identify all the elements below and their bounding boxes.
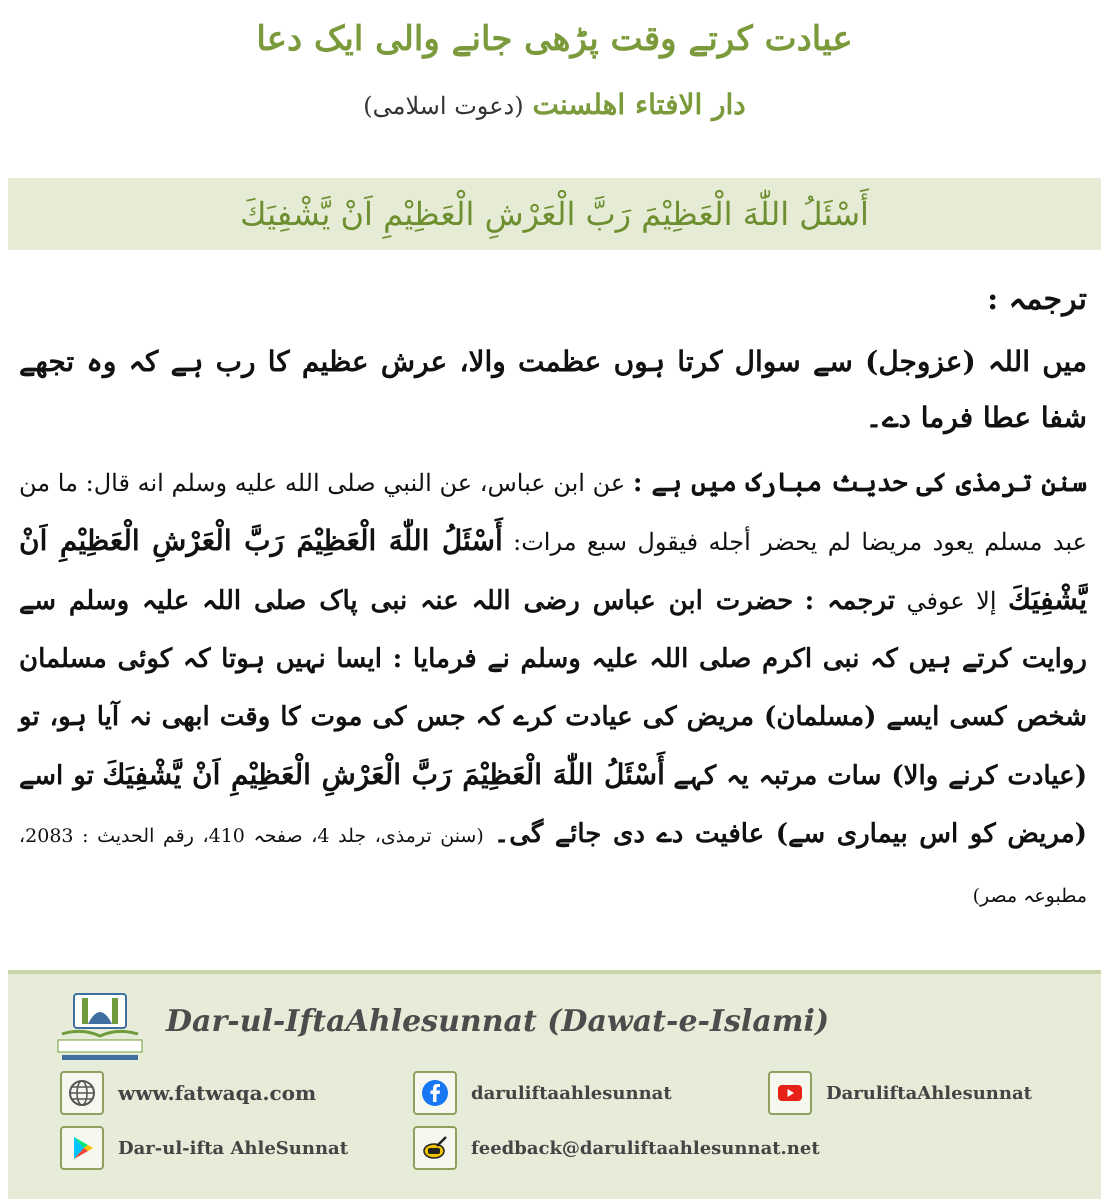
hadith-intro: سنن ترمذی کی حدیث مبارک میں ہے : (632, 468, 1087, 498)
publisher-name: دار الافتاء اھلسنت (532, 88, 746, 121)
playstore-link[interactable] (60, 1126, 348, 1170)
youtube-link[interactable] (768, 1071, 1032, 1115)
dua-banner (8, 178, 1101, 250)
darul-ifta-logo (52, 990, 148, 1062)
dua-text: أَسْئَلُ اللّٰهَ الْعَظِيْمَ رَبَّ الْعَرْشِ الْعَظِيْمِ اَنْ يَّشْفِيَكَ (240, 195, 869, 233)
facebook-link[interactable] (413, 1071, 672, 1115)
hadith-dua-repeat: أَسْئَلُ اللّٰهَ الْعَظِيْمَ رَبَّ الْعَرْشِ الْعَظِيْمِ اَنْ يَّشْفِيَكَ (102, 758, 665, 791)
play-store-icon (60, 1126, 104, 1170)
website-link[interactable] (60, 1071, 316, 1115)
brand-name: Dar-ul-IftaAhlesunnat (Dawat-e-Islami) (166, 1004, 830, 1039)
publisher-line (0, 88, 1109, 121)
translation-label: ترجمہ : (987, 282, 1087, 317)
feedback-email[interactable]: feedback@daruliftaahlesunnat.net (471, 1137, 820, 1159)
hadith-paragraph (19, 454, 1087, 925)
facebook-icon (413, 1071, 457, 1115)
youtube-channel[interactable]: DaruliftaAhlesunnat (826, 1082, 1032, 1104)
hadith-reference: (سنن ترمذی، جلد 4، صفحہ 410، رقم الحدیث : 2083، مطبوعہ مصر) (19, 825, 1087, 907)
article-body (19, 276, 1087, 925)
publisher-affiliation: (دعوت اسلامی) (363, 92, 524, 120)
hadith-arabic-text: عن ابن عباس، عن النبي صلى الله عليه وسلم انه قال: ما من عبد مسلم يعود مريضا لم يحضر أجله فيقول سبع مرات: (19, 469, 1087, 556)
hadith-arabic-ending: إلا عوفي (906, 587, 997, 615)
page-title: عیادت کرتے وقت پڑھی جانے والی ایک دعا (256, 19, 853, 59)
footer (8, 970, 1101, 1199)
translation-text: میں اللہ (عزوجل) سے سوال کرتا ہوں عظمت والا، عرش عظیم کا رب ہے کہ وہ تجھے شفا عطا فرما دے۔ (19, 345, 1087, 434)
hadith-translation-label: ترجمہ : (804, 586, 896, 616)
feedback-icon (413, 1126, 457, 1170)
hadith-translation-text: حضرت ابن عباس رضی اللہ عنہ نبی پاک صلی اللہ علیہ وسلم سے روایت کرتے ہیں کہ نبی اکرم صلی اللہ علیہ وسلم نے فرمایا : ایسا نہیں ہوتا کہ کوئی مسلمان شخص کسی ایسے (مسلمان) مریض کی عیادت کرے کہ جس کی موت کا وقت ابھی نہ آیا ہو، تو (عیادت کرنے والا) سات مرتبہ یہ کہے (19, 586, 1087, 791)
email-link[interactable] (413, 1126, 820, 1170)
facebook-handle[interactable]: daruliftaahlesunnat (471, 1082, 672, 1104)
hadith-dua: أَسْئَلُ اللّٰهَ الْعَظِيْمَ رَبَّ الْعَرْشِ الْعَظِيْمِ اَنْ يَّشْفِيَكَ (19, 524, 1087, 616)
youtube-icon (768, 1071, 812, 1115)
website-url[interactable]: www.fatwaqa.com (118, 1081, 317, 1105)
globe-icon (60, 1071, 104, 1115)
playstore-app-name[interactable]: Dar-ul-ifta AhleSunnat (118, 1137, 349, 1159)
hadith-translation-ending: تو اسے (مریض کو اس بیماری سے) عافیت دے دی جائے گی۔ (19, 761, 1087, 849)
